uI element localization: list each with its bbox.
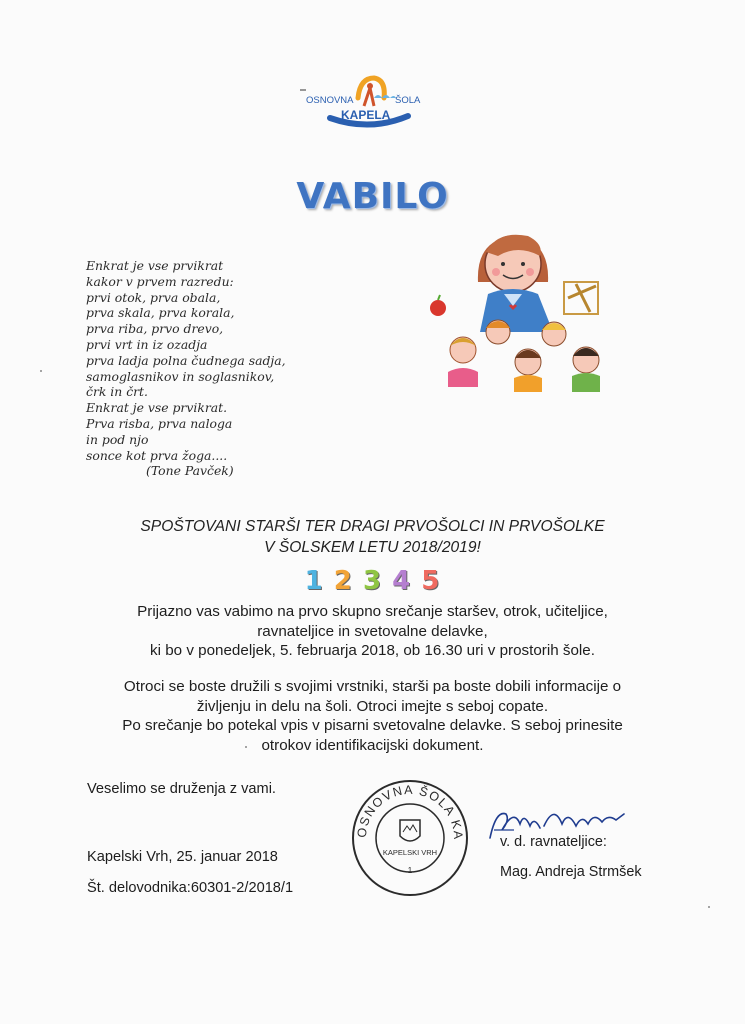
poem-line: prvi vrt in iz ozadja — [86, 336, 208, 352]
stamp-number: 1 — [407, 866, 413, 875]
signatory-role: v. d. ravnateljice: — [500, 834, 607, 850]
number-digit: 1 — [304, 566, 324, 596]
poem-line: kakor v prvem razredu: — [86, 273, 234, 289]
colored-numbers — [0, 566, 745, 596]
signatory-name: Mag. Andreja Strmšek — [500, 864, 642, 880]
paragraph-line: otrokov identifikacijski dokument. — [261, 736, 484, 754]
reference-number: Št. delovodnika:60301-2/2018/1 — [87, 880, 294, 896]
scan-speck — [245, 746, 247, 748]
invitation-heading — [60, 516, 685, 558]
poem-line: Prva risba, prva naloga — [86, 415, 233, 431]
paragraph-line: Prijazno vas vabimo na prvo skupno srečanje staršev, otrok, učiteljice, — [137, 603, 608, 620]
number-digit: 4 — [392, 566, 412, 596]
logo-text-right: ŠOLA — [395, 95, 421, 106]
scan-speck — [40, 370, 42, 372]
poem-line: Enkrat je vse prvikrat — [86, 258, 224, 273]
poem — [86, 258, 326, 479]
school-stamp — [350, 778, 470, 898]
stamp-ring-text: OSNOVNA ŠOLA KA — [354, 782, 466, 841]
poem-line: prva skala, prva korala, — [86, 305, 235, 321]
paragraph-line: Po srečanje bo potekal vpis v pisarni svetovalne delavke. S seboj prinesite — [122, 717, 623, 734]
info-paragraph — [40, 677, 705, 755]
paragraph-line: življenju in delu na šoli. Otroci imejte s seboj copate. — [196, 697, 549, 715]
place-date: Kapelski Vrh, 25. januar 2018 — [87, 849, 278, 865]
poem-line: črk in črt. — [86, 384, 148, 400]
poem-line: samoglasnikov in soglasnikov, — [86, 368, 275, 384]
stamp-center-text: KAPELSKI VRH — [382, 848, 438, 857]
poem-line: Enkrat je vse prvikrat. — [86, 400, 228, 416]
teacher-children-illustration — [418, 222, 618, 392]
number-digit: 2 — [333, 566, 353, 596]
number-digit: 5 — [421, 566, 441, 596]
poem-line: prva riba, prvo drevo, — [86, 321, 224, 337]
logo-text-left: OSNOVNA — [306, 95, 354, 106]
poem-line: prvi otok, prva obala, — [86, 289, 221, 305]
number-digit: 3 — [362, 566, 383, 596]
invitation-paragraph — [40, 602, 705, 661]
closing-line: Veselimo se druženja z vami. — [87, 781, 276, 797]
poem-line: sonce kot prva žoga.... — [86, 447, 228, 463]
heading-line: SPOŠTOVANI STARŠI TER DRAGI PRVOŠOLCI IN PRVOŠOLKE — [140, 518, 605, 535]
heading-line: V ŠOLSKEM LETU 2018/2019! — [264, 539, 481, 556]
poem-line: in pod njo — [86, 431, 149, 447]
svg-text:OSNOVNA ŠOLA KAPELA — [350, 778, 465, 841]
paragraph-line: ki bo v ponedeljek, 5. februarja 2018, ob 16.30 uri v prostorih šole. — [150, 642, 595, 659]
poem-line: prva ladja polna čudnega sadja, — [86, 352, 286, 368]
paragraph-line: ravnateljice in svetovalne delavke, — [257, 622, 488, 640]
poem-author: (Tone Pavček) — [146, 463, 234, 479]
scan-speck — [708, 906, 710, 908]
logo-text-bottom: KAPELA — [341, 108, 391, 122]
page-title: VABILO — [296, 176, 449, 217]
school-logo — [300, 70, 430, 140]
paragraph-line: Otroci se boste družili s svojimi vrstniki, starši pa boste dobili informacije o — [123, 678, 622, 695]
